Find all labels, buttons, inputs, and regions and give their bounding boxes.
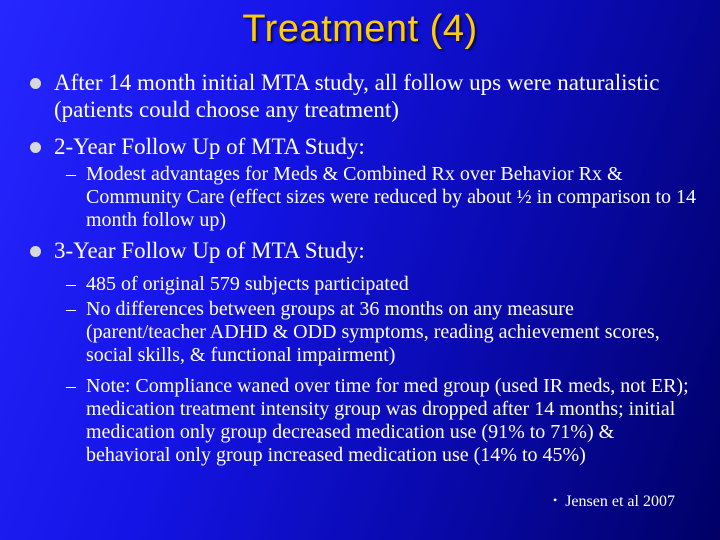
citation-bullet: •: [553, 493, 558, 507]
sub-bullet-dash: –: [66, 163, 76, 185]
bullet-dot-icon: [30, 78, 41, 89]
citation: [553, 493, 675, 511]
bullet-text: After 14 month initial MTA study, all follow ups were naturalistic (patients could choose any treatment): [54, 70, 660, 122]
bullet-text: 2-Year Follow Up of MTA Study:: [54, 134, 365, 159]
sub-bullet-dash: –: [66, 273, 76, 295]
sub-bullet-text: 485 of original 579 subjects participated: [86, 273, 409, 295]
slide-title: Treatment (4): [242, 8, 478, 50]
sub-bullet-text: No differences between groups at 36 months on any measure (parent/teacher ADHD & ODD symptoms, reading achievement scores, social skills, & functional impairment): [86, 298, 660, 366]
bullet-dot-icon: [30, 142, 41, 153]
citation-text: Jensen et al 2007: [565, 493, 675, 510]
sub-bullet-dash: –: [66, 298, 76, 320]
bullet-dot-icon: [30, 246, 41, 257]
sub-bullet-text: Modest advantages for Meds & Combined Rx over Behavior Rx & Community Care (effect sizes were reduced by about ½ in comparison to 14 month follow up): [86, 163, 697, 231]
sub-bullet-text: Note: Compliance waned over time for med group (used IR meds, not ER); medication treatment intensity group was dropped after 14 months; initial medication only group decreased medication use (91% to 71%) & behavioral only group increased medication use (14% to 45%): [86, 375, 689, 466]
sub-bullet-dash: –: [66, 375, 76, 397]
bullet-text: 3-Year Follow Up of MTA Study:: [54, 238, 365, 263]
